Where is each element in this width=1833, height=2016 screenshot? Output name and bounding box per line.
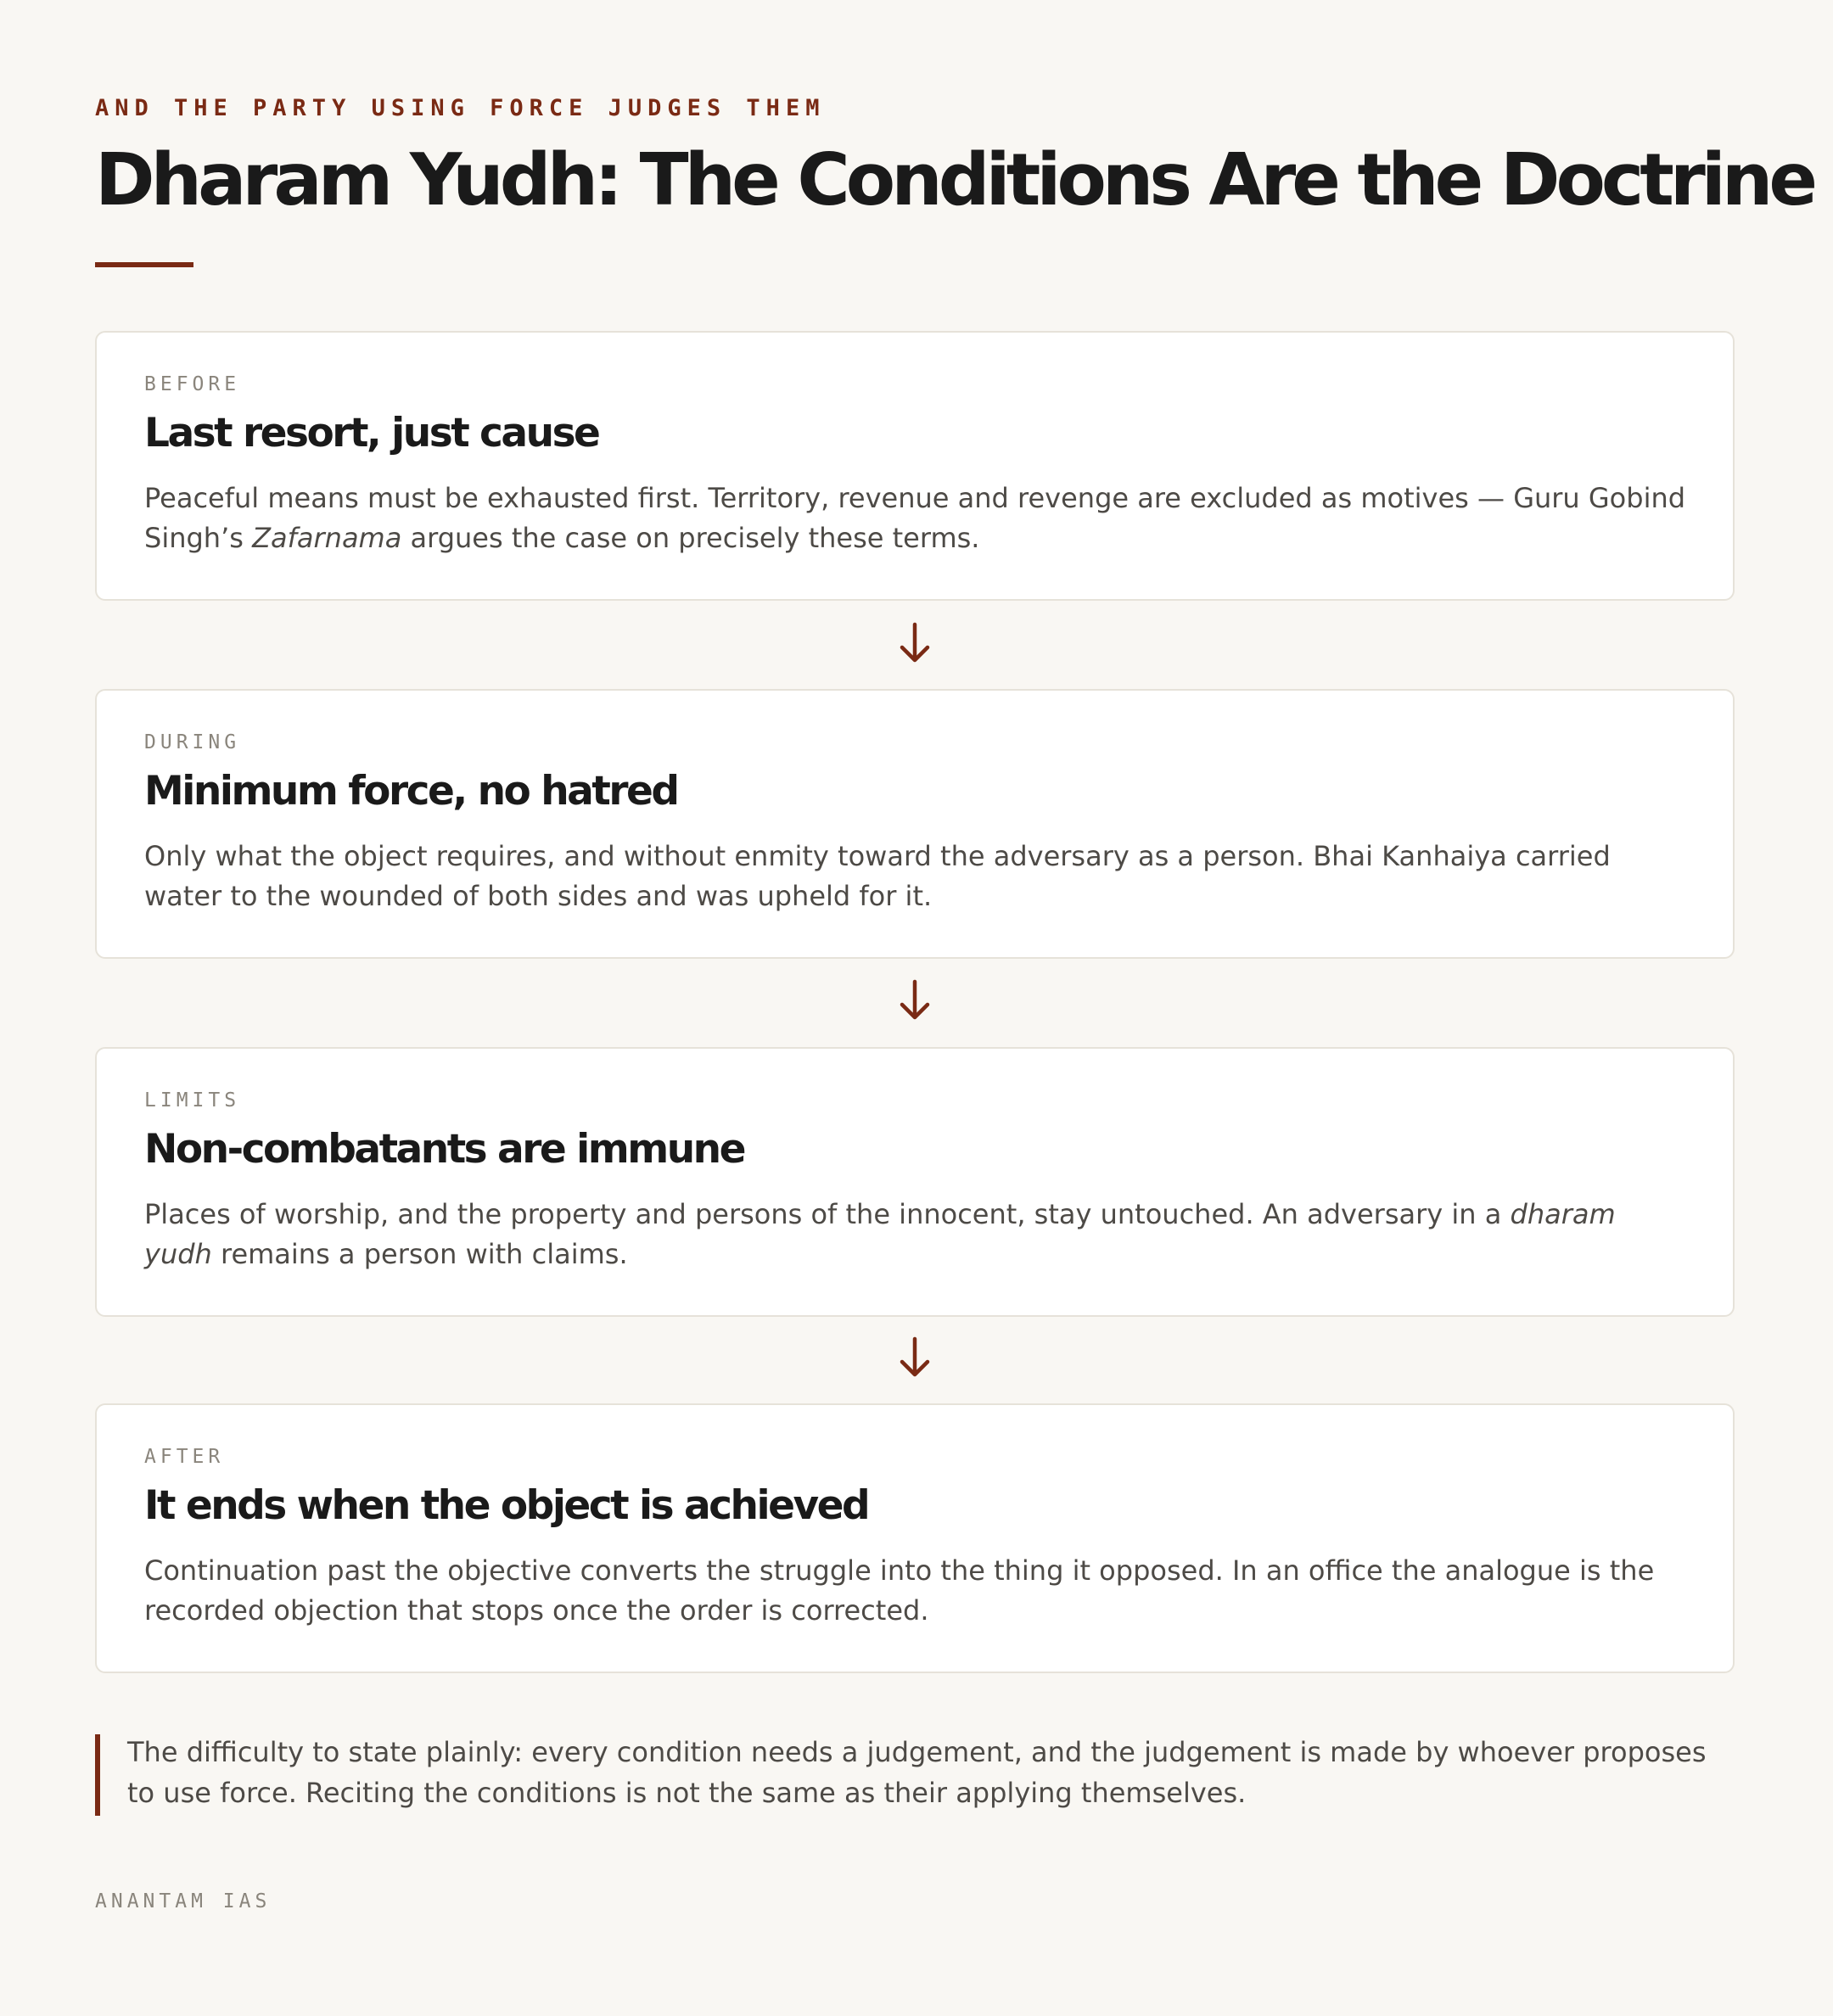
stage-card-limits bbox=[95, 1047, 1735, 1317]
stage-body-emphasis: dharam yudh bbox=[144, 1198, 1616, 1270]
arrow-down-icon bbox=[893, 978, 937, 1022]
stage-heading: Minimum force, no hatred bbox=[144, 768, 678, 815]
stage-card-before bbox=[95, 331, 1735, 601]
footer-brand: ANANTAM IAS bbox=[95, 1890, 272, 1912]
stage-heading: Non-combatants are immune bbox=[144, 1126, 745, 1173]
stage-label: LIMITS bbox=[144, 1089, 241, 1112]
stage-label: DURING bbox=[144, 731, 241, 753]
title-rule bbox=[95, 262, 193, 267]
stage-body-emphasis: Zafarnama bbox=[252, 522, 402, 554]
stage-label: AFTER bbox=[144, 1446, 225, 1468]
kicker: AND THE PARTY USING FORCE JUDGES THEM bbox=[95, 95, 826, 121]
stage-body bbox=[144, 1551, 1689, 1631]
stage-body-text: Only what the object requires, and without enmity toward the adversary as a person. Bhai Kanhaiya carried water to the wounded of both sides and was upheld for it. bbox=[144, 840, 1611, 912]
arrow-down-icon bbox=[893, 1336, 937, 1380]
stage-card-after bbox=[95, 1403, 1735, 1673]
stage-heading: It ends when the object is achieved bbox=[144, 1482, 869, 1529]
stage-body-text: Places of worship, and the property and persons of the innocent, stay untouched. An adversary in a bbox=[144, 1198, 1511, 1230]
page-title: Dharam Yudh: The Conditions Are the Doctrine bbox=[95, 138, 1814, 222]
stage-body bbox=[144, 479, 1689, 558]
closing-note bbox=[95, 1734, 1736, 1816]
stage-body-text: Peaceful means must be exhausted first. Territory, revenue and revenge are excluded as motives — Guru Gobind Singh’s bbox=[144, 482, 1686, 554]
stage-body bbox=[144, 837, 1689, 916]
stage-body bbox=[144, 1195, 1689, 1274]
arrow-down-icon bbox=[893, 621, 937, 665]
stage-body-text: Continuation past the objective converts the struggle into the thing it opposed. In an office the analogue is the recorded objection that stops once the order is corrected. bbox=[144, 1554, 1655, 1627]
stage-card-during bbox=[95, 689, 1735, 959]
stage-heading: Last resort, just cause bbox=[144, 410, 599, 456]
stage-label: BEFORE bbox=[144, 373, 241, 395]
stage-body-text-end: argues the case on precisely these terms. bbox=[401, 522, 980, 554]
closing-note-text: The difficulty to state plainly: every condition needs a judgement, and the judgement is made by whoever proposes to use force. Reciting the conditions is not the same as their applying themselves. bbox=[127, 1736, 1707, 1809]
stage-body-text-end: remains a person with claims. bbox=[211, 1238, 628, 1270]
